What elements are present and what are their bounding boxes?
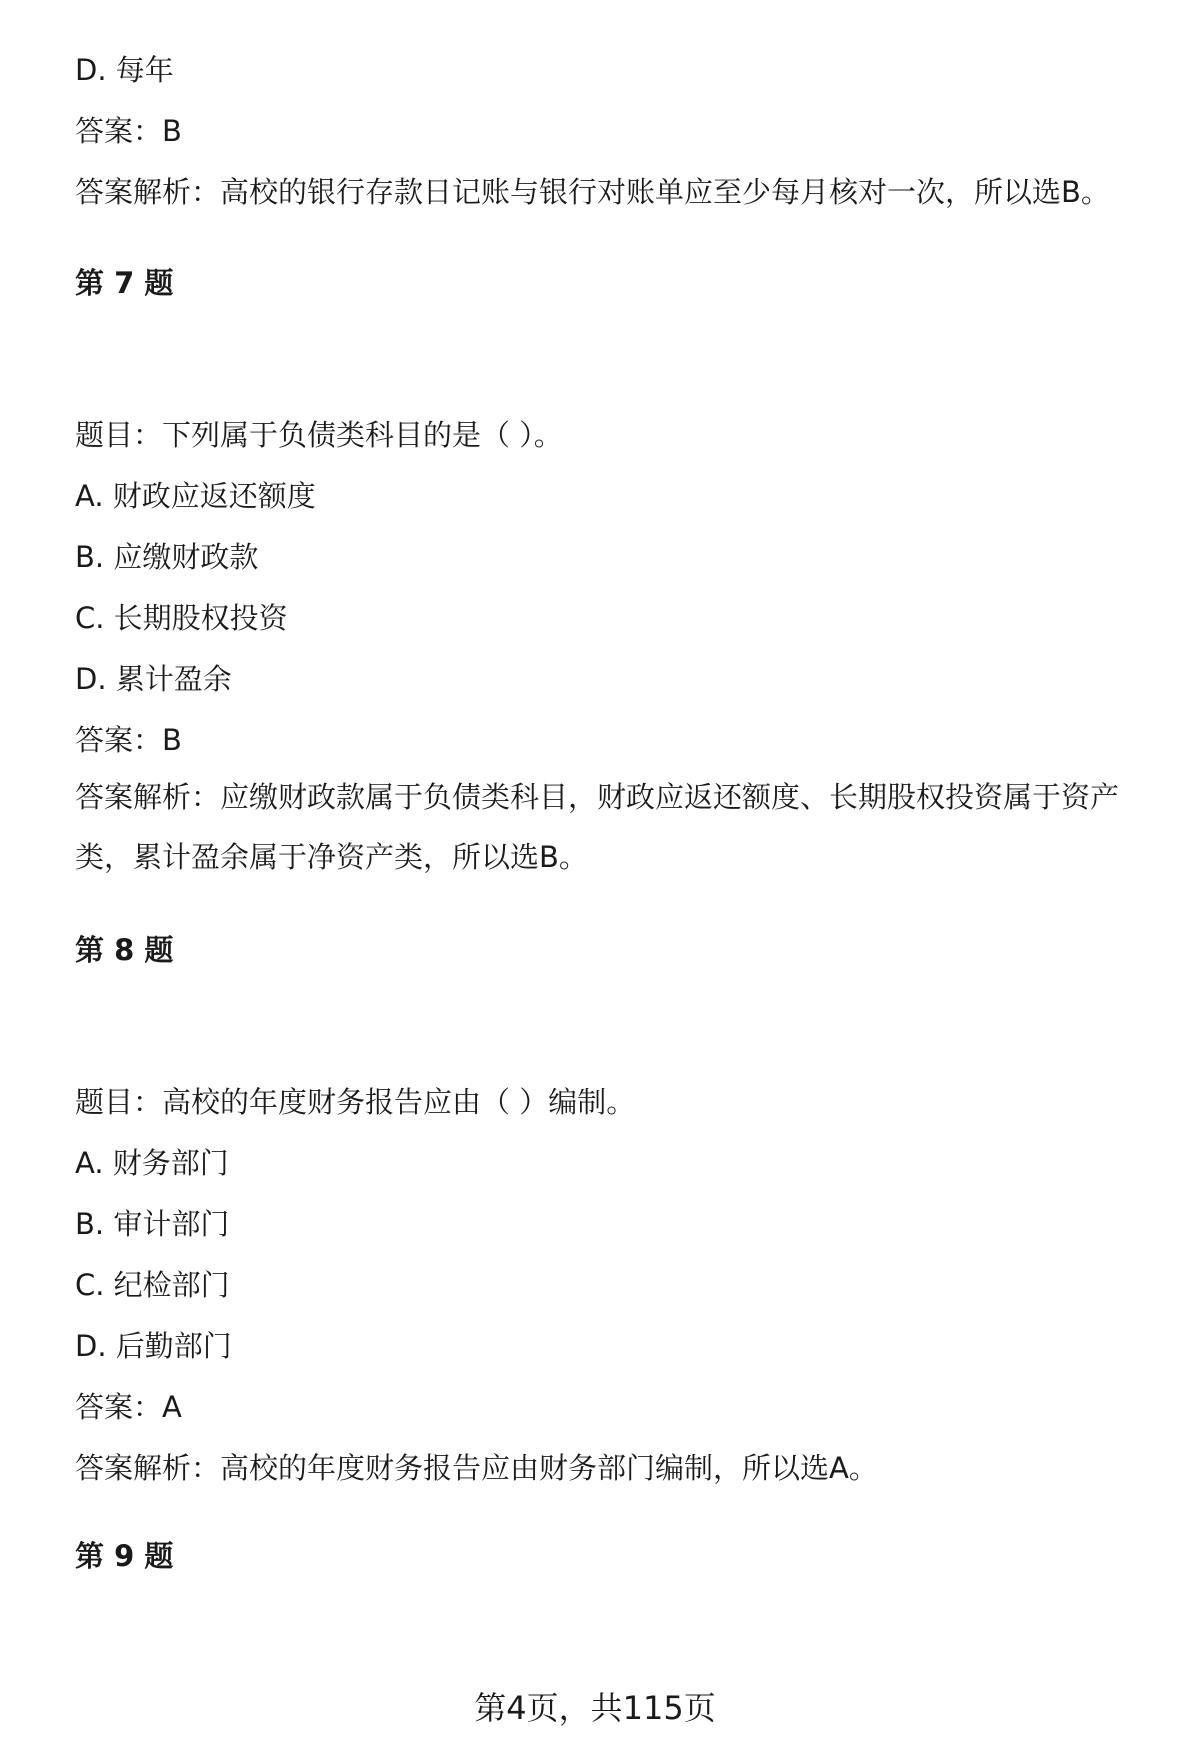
- q8-answer: 答案：A: [75, 1390, 182, 1424]
- q7-option-a: A. 财政应返还额度: [75, 479, 316, 513]
- q6-explanation: 答案解析：高校的银行存款日记账与银行对账单应至少每月核对一次，所以选B。: [75, 175, 1110, 209]
- q7-option-d: D. 累计盈余: [75, 662, 232, 696]
- q8-question: 题目：高校的年度财务报告应由（ ）编制。: [75, 1085, 636, 1119]
- q8-option-c: C. 纪检部门: [75, 1268, 230, 1302]
- q7-explanation: 答案解析：应缴财政款属于负债类科目，财政应返还额度、长期股权投资属于资产类，累计盈余属于净资产类，所以选B。: [75, 780, 1120, 874]
- q8-option-d: D. 后勤部门: [75, 1329, 232, 1363]
- q7-question: 题目：下列属于负债类科目的是（ ）。: [75, 418, 563, 452]
- q8-option-b: B. 审计部门: [75, 1207, 230, 1241]
- q7-option-c: C. 长期股权投资: [75, 601, 288, 635]
- q7-heading: 第 7 题: [75, 266, 174, 300]
- q6-option-d: D. 每年: [75, 53, 174, 87]
- q9-heading: 第 9 题: [75, 1539, 174, 1573]
- q7-answer: 答案：B: [75, 723, 182, 757]
- q8-heading: 第 8 题: [75, 933, 174, 967]
- q8-explanation: 答案解析：高校的年度财务报告应由财务部门编制，所以选A。: [75, 1451, 878, 1485]
- page-number-footer: 第4页，共115页: [474, 1689, 716, 1727]
- q8-option-a: A. 财务部门: [75, 1146, 229, 1180]
- q6-answer: 答案：B: [75, 114, 182, 148]
- q7-option-b: B. 应缴财政款: [75, 540, 259, 574]
